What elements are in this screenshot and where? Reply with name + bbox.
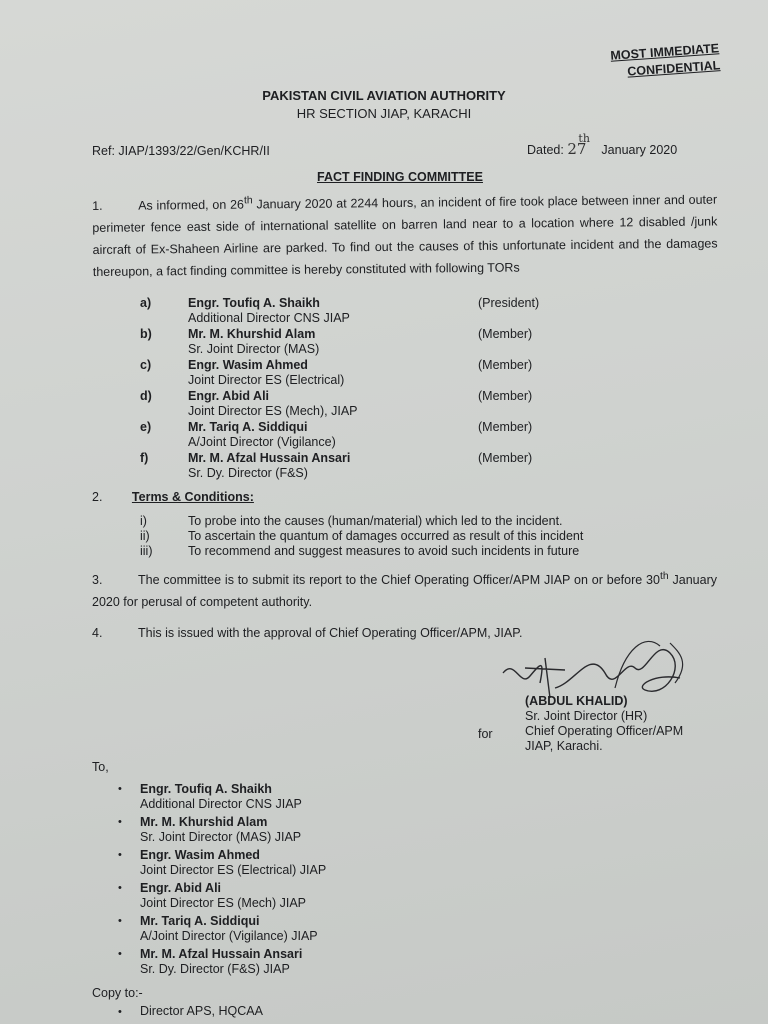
section-number: 2.	[92, 490, 103, 504]
organization-name: PAKISTAN CIVIL AVIATION AUTHORITY	[262, 88, 506, 103]
bullet: •	[118, 948, 122, 960]
superscript: th	[659, 571, 669, 582]
bullet: •	[118, 1006, 122, 1018]
term-roman: i)	[140, 514, 147, 528]
for-label: for	[478, 727, 493, 741]
term-item	[140, 529, 583, 544]
signer-name: (ABDUL KHALID)	[525, 694, 628, 708]
recipient-role: A/Joint Director (Vigilance) JIAP	[140, 929, 318, 943]
bullet: •	[118, 816, 122, 828]
member-role: A/Joint Director (Vigilance)	[188, 435, 336, 449]
recipient-role: Joint Director ES (Mech) JIAP	[140, 896, 307, 910]
member-name: Mr. M. Afzal Hussain Ansari	[188, 451, 351, 465]
terms-heading: Terms & Conditions:	[131, 490, 254, 504]
recipient	[118, 815, 326, 845]
term-item	[140, 544, 583, 559]
bullet: •	[118, 882, 122, 894]
copy-to-item	[118, 1004, 263, 1018]
term-text: To recommend and suggest measures to avoid such incidents in future	[188, 544, 580, 558]
recipient-name: Mr. Tariq A. Siddiqui	[140, 914, 260, 928]
paragraph-text: January 2020 for perusal of competent authority.	[92, 573, 717, 610]
bullet: •	[118, 783, 122, 795]
recipient-role: Sr. Joint Director (MAS) JIAP	[140, 830, 302, 844]
committee-member	[140, 420, 600, 451]
signatory-block	[525, 694, 683, 754]
bullet: •	[118, 915, 122, 927]
recipient-list	[118, 782, 326, 980]
recipient-name: Mr. M. Khurshid Alam	[140, 815, 268, 829]
recipient-name: Engr. Wasim Ahmed	[140, 848, 260, 862]
member-letter: d)	[140, 389, 152, 403]
term-text: To ascertain the quantum of damages occurred as result of this incident	[188, 529, 584, 543]
member-position: (Member)	[478, 327, 533, 341]
paragraph-4	[92, 626, 522, 640]
member-name: Mr. M. Khurshid Alam	[188, 327, 316, 341]
date-line	[527, 132, 678, 158]
paragraph-text: As informed, on 26	[138, 197, 245, 213]
stamp-most-immediate: MOST IMMEDIATE	[610, 41, 720, 63]
member-position: (Member)	[478, 389, 533, 403]
signer-office: Chief Operating Officer/APM	[525, 724, 684, 738]
handwritten-day: 27	[567, 140, 587, 158]
recipient	[118, 947, 326, 977]
committee-member	[140, 389, 600, 420]
date-month-year: January 2020	[601, 143, 678, 157]
member-name: Engr. Abid Ali	[188, 389, 270, 403]
recipient	[118, 782, 326, 812]
member-position: (Member)	[478, 420, 533, 434]
member-role: Joint Director ES (Electrical)	[188, 373, 345, 387]
section-2-heading	[92, 490, 254, 504]
member-letter: b)	[140, 327, 152, 341]
terms-list	[140, 514, 583, 559]
recipient-name: Mr. M. Afzal Hussain Ansari	[140, 947, 303, 961]
paragraph-number: 3.	[92, 573, 103, 588]
recipient	[118, 914, 326, 944]
bullet: •	[118, 849, 122, 861]
recipient	[118, 848, 326, 878]
to-label: To,	[92, 760, 109, 774]
committee-member	[140, 358, 600, 389]
member-letter: a)	[140, 296, 152, 310]
member-letter: f)	[140, 451, 149, 465]
member-letter: c)	[140, 358, 152, 372]
paragraph-text: The committee is to submit its report to the Chief Operating Officer/APM JIAP on or before 30	[138, 573, 660, 588]
signer-place: JIAP, Karachi.	[525, 739, 603, 753]
paragraph-number: 1.	[92, 199, 103, 214]
paragraph-1	[92, 185, 718, 283]
recipient-role: Sr. Dy. Director (F&S) JIAP	[140, 962, 290, 976]
dated-label: Dated:	[527, 143, 564, 157]
superscript: th	[243, 195, 253, 207]
member-role: Additional Director CNS JIAP	[188, 311, 350, 325]
section-name: HR SECTION JIAP, KARACHI	[296, 106, 472, 121]
term-text: To probe into the causes (human/material) which led to the incident.	[188, 514, 563, 528]
paragraph-text: January 2020 at 2244 hours, an incident of fire took place between inner and outer perimeter fence east side of international satellite on barren land near to a location where 12 disabled /junk aircraft of Ex-Shaheen Airline are parked. To find out the causes of this unfortunate incident and the damages thereupon, a fact finding committee is hereby constituted with following TORs	[92, 192, 718, 280]
reference-number: Ref: JIAP/1393/22/Gen/KCHR/II	[92, 144, 270, 158]
committee-list	[140, 296, 600, 482]
priority-stamp	[610, 40, 721, 82]
document-title: FACT FINDING COMMITTEE	[317, 170, 483, 184]
paragraph-text: This is issued with the approval of Chief Operating Officer/APM, JIAP.	[138, 626, 523, 640]
member-role: Sr. Dy. Director (F&S)	[188, 466, 308, 480]
member-letter: e)	[140, 420, 152, 434]
member-position: (Member)	[478, 358, 533, 372]
recipient-name: Engr. Abid Ali	[140, 881, 222, 895]
member-role: Sr. Joint Director (MAS)	[188, 342, 320, 356]
stamp-confidential: CONFIDENTIAL	[627, 58, 721, 79]
member-name: Engr. Toufiq A. Shaikh	[188, 296, 320, 310]
paragraph-number: 4.	[92, 626, 103, 640]
recipient-name: Engr. Toufiq A. Shaikh	[140, 782, 272, 796]
committee-member	[140, 296, 600, 327]
copy-to-label: Copy to:-	[92, 986, 143, 1000]
handwritten-suffix: th	[578, 132, 590, 145]
member-position: (Member)	[478, 451, 533, 465]
member-role: Joint Director ES (Mech), JIAP	[188, 404, 358, 418]
committee-member	[140, 451, 600, 482]
term-roman: iii)	[140, 544, 153, 558]
member-name: Mr. Tariq A. Siddiqui	[188, 420, 308, 434]
term-item	[140, 514, 583, 529]
paragraph-3	[92, 566, 717, 613]
recipient	[118, 881, 326, 911]
recipient-role: Joint Director ES (Electrical) JIAP	[140, 863, 327, 877]
member-position: (President)	[478, 296, 540, 310]
signer-title: Sr. Joint Director (HR)	[525, 709, 648, 723]
committee-member	[140, 327, 600, 358]
recipient-role: Additional Director CNS JIAP	[140, 797, 302, 811]
term-roman: ii)	[140, 529, 150, 543]
member-name: Engr. Wasim Ahmed	[188, 358, 308, 372]
copy-to-recipient: Director APS, HQCAA	[140, 1004, 263, 1018]
